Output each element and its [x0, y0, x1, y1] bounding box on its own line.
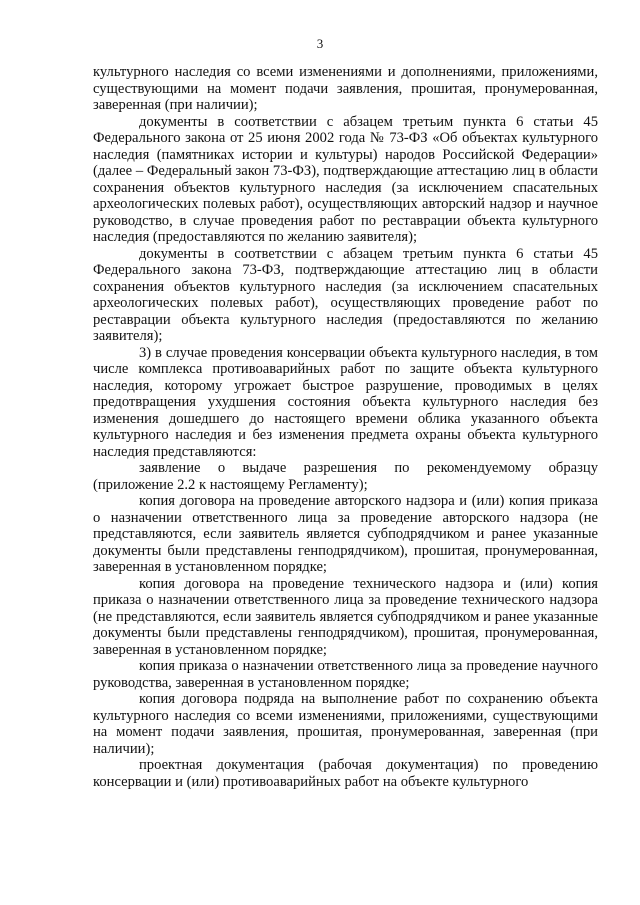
paragraph: проектная документация (рабочая документация) по проведению консервации и (или) противоаварийных работ на объекте культурного — [93, 757, 598, 790]
paragraph: культурного наследия со всеми изменениями и дополнениями, приложениями, существующими на момент подачи заявления, прошитая, пронумерованная, заверенная (при наличии); — [93, 64, 598, 113]
paragraph: копия договора на проведение авторского надзора и (или) копия приказа о назначении ответственного лица за проведение авторского надзора (не представляются, если заявитель является субподрядчиком и ранее указанные документы были представлены генподрядчиком), прошитая, пронумерованная, заверенная в установленном порядке; — [93, 493, 598, 575]
paragraph: копия приказа о назначении ответственного лица за проведение научного руководства, заверенная в установленном порядке; — [93, 658, 598, 691]
paragraph: копия договора на проведение технического надзора и (или) копия приказа о назначении ответственного лица за проведение технического надзора (не представляются, если заявитель является субподрядчиком и ранее указанные документы были представлены генподрядчиком), прошитая, пронумерованная, заверенная в установленном порядке; — [93, 575, 598, 658]
paragraph: копия договора подряда на выполнение работ по сохранению объекта культурного наследия со всеми изменениями, приложениями, существующими на момент подачи заявления, прошитая, пронумерованная, заверенная (при наличии); — [93, 691, 598, 757]
paragraph: документы в соответствии с абзацем третьим пункта 6 статьи 45 Федерального закона 73-ФЗ, подтверждающие аттестацию лиц в области сохранения объектов культурного наследия (за исключением спасательных археологических полевых работ), осуществляющих проведение работ по реставрации объекта культурного наследия (предоставляются по желанию заявителя); — [93, 245, 598, 344]
paragraph: заявление о выдаче разрешения по рекомендуемому образцу (приложение 2.2 к настоящему Регламенту); — [93, 460, 598, 493]
paragraph: документы в соответствии с абзацем третьим пункта 6 статьи 45 Федерального закона от 25 июня 2002 года № 73-ФЗ «Об объектах культурного наследия (памятниках истории и культуры) народов Российской Федерации» (далее – Федеральный закон 73-ФЗ), подтверждающие аттестацию лиц в области сохранения объектов культурного наследия (за исключением спасательных археологических полевых работ), осуществляющих авторский надзор и научное руководство, в случае проведения работ по реставрации объекта культурного наследия (предоставляются по желанию заявителя); — [93, 113, 598, 245]
paragraph: 3) в случае проведения консервации объекта культурного наследия, в том числе комплекса противоаварийных работ по защите объекта культурного наследия, которому угрожает быстрое разрушение, проводимых в целях предотвращения ухудшения состояния объекта культурного наследия без изменения дошедшего до настоящего времени облика указанного объекта культурного наследия и без изменения предмета охраны объекта культурного наследия представляются: — [93, 344, 598, 460]
document-body — [93, 64, 598, 790]
page-number: 3 — [316, 36, 324, 51]
